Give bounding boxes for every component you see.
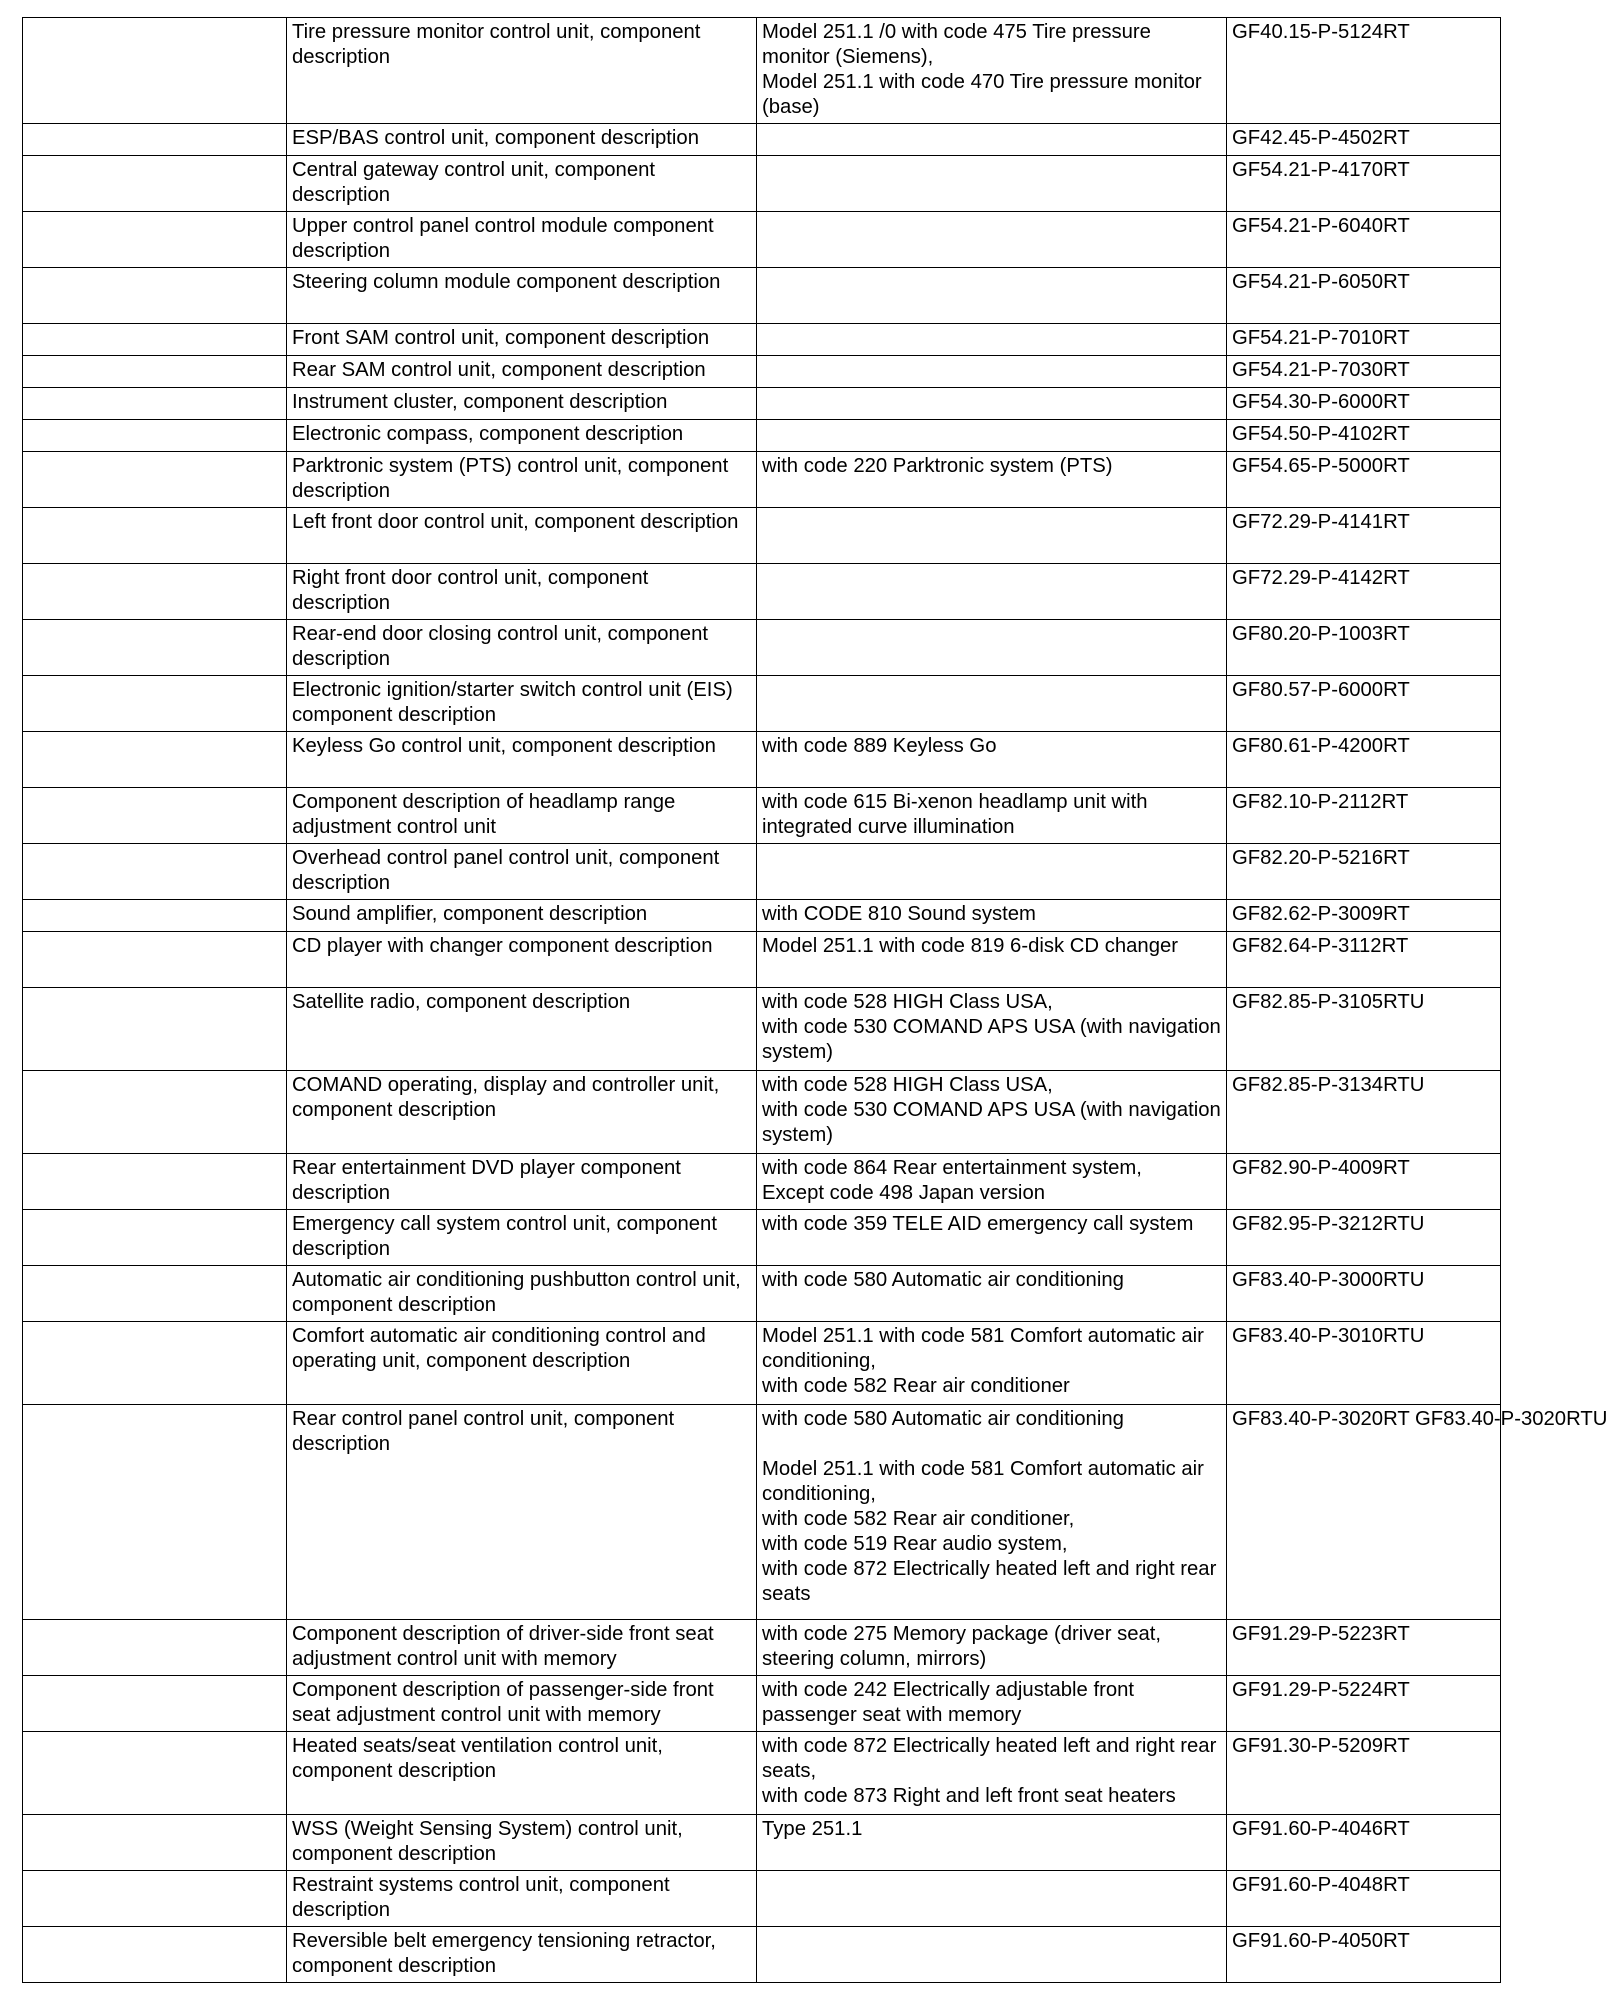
- table-row: [23, 1071, 1501, 1154]
- table-row: [23, 156, 1501, 212]
- component-cell: Right front door control unit, component description: [287, 564, 757, 620]
- table-row: [23, 900, 1501, 932]
- table-row: [23, 508, 1501, 564]
- condition-cell: with code 580 Automatic air conditioning: [757, 1266, 1227, 1322]
- condition-cell: [757, 1871, 1227, 1927]
- blank-cell: [23, 1154, 287, 1210]
- table-row: [23, 1154, 1501, 1210]
- table-row: [23, 732, 1501, 788]
- table-row: [23, 124, 1501, 156]
- document-number-cell: GF82.20-P-5216RT: [1227, 844, 1501, 900]
- table-row: [23, 620, 1501, 676]
- document-number-cell: GF54.50-P-4102RT: [1227, 420, 1501, 452]
- component-cell: COMAND operating, display and controller unit, component description: [287, 1071, 757, 1154]
- document-number-cell: GF91.30-P-5209RT: [1227, 1732, 1501, 1815]
- table-row: [23, 356, 1501, 388]
- condition-cell: with code 528 HIGH Class USA, with code 530 COMAND APS USA (with navigation system): [757, 1071, 1227, 1154]
- condition-cell: [757, 268, 1227, 324]
- blank-cell: [23, 1732, 287, 1815]
- condition-cell: with code 220 Parktronic system (PTS): [757, 452, 1227, 508]
- blank-cell: [23, 932, 287, 988]
- blank-cell: [23, 18, 287, 124]
- blank-cell: [23, 564, 287, 620]
- blank-cell: [23, 1405, 287, 1620]
- blank-cell: [23, 676, 287, 732]
- component-cell: Overhead control panel control unit, component description: [287, 844, 757, 900]
- blank-cell: [23, 620, 287, 676]
- document-number-cell: GF82.85-P-3134RTU: [1227, 1071, 1501, 1154]
- blank-cell: [23, 1815, 287, 1871]
- blank-cell: [23, 1210, 287, 1266]
- condition-cell: with code 275 Memory package (driver seat, steering column, mirrors): [757, 1620, 1227, 1676]
- table-row: [23, 1871, 1501, 1927]
- blank-cell: [23, 844, 287, 900]
- blank-cell: [23, 1266, 287, 1322]
- table-body: [23, 18, 1607, 1983]
- component-cell: Component description of passenger-side front seat adjustment control unit with memory: [287, 1676, 757, 1732]
- condition-cell: Model 251.1 with code 581 Comfort automatic air conditioning, with code 582 Rear air conditioner: [757, 1322, 1227, 1405]
- component-cell: Component description of driver-side front seat adjustment control unit with memory: [287, 1620, 757, 1676]
- blank-cell: [23, 1676, 287, 1732]
- blank-cell: [23, 324, 287, 356]
- document-number-cell: GF82.85-P-3105RTU: [1227, 988, 1501, 1071]
- blank-cell: [23, 124, 287, 156]
- component-cell: Upper control panel control module component description: [287, 212, 757, 268]
- document-number-cell: GF83.40-P-3010RTU: [1227, 1322, 1501, 1405]
- table-row: [23, 932, 1501, 988]
- document-number-cell: GF80.57-P-6000RT: [1227, 676, 1501, 732]
- condition-cell: with code 359 TELE AID emergency call system: [757, 1210, 1227, 1266]
- condition-cell: with code 242 Electrically adjustable front passenger seat with memory: [757, 1676, 1227, 1732]
- condition-cell: with CODE 810 Sound system: [757, 900, 1227, 932]
- blank-cell: [23, 508, 287, 564]
- table-row: [23, 788, 1501, 844]
- condition-cell: [757, 508, 1227, 564]
- table-row: [23, 1927, 1501, 1983]
- table-row: [23, 676, 1501, 732]
- table-row: [23, 844, 1501, 900]
- blank-cell: [23, 420, 287, 452]
- component-cell: Electronic ignition/starter switch control unit (EIS) component description: [287, 676, 757, 732]
- blank-cell: [23, 356, 287, 388]
- blank-cell: [23, 388, 287, 420]
- condition-cell: with code 864 Rear entertainment system, Except code 498 Japan version: [757, 1154, 1227, 1210]
- table-row: [23, 1266, 1501, 1322]
- blank-cell: [23, 1071, 287, 1154]
- component-cell: Component description of headlamp range adjustment control unit: [287, 788, 757, 844]
- blank-cell: [23, 212, 287, 268]
- table-row: [23, 388, 1501, 420]
- table-row: [23, 1732, 1501, 1815]
- table-row: [23, 18, 1501, 124]
- document-page: [22, 17, 1607, 1983]
- table-row: [23, 1405, 1501, 1620]
- document-number-cell: GF91.29-P-5223RT: [1227, 1620, 1501, 1676]
- table-row: [23, 564, 1501, 620]
- document-number-cell: GF83.40-P-3000RTU: [1227, 1266, 1501, 1322]
- document-number-cell: GF54.21-P-7010RT: [1227, 324, 1501, 356]
- table-row: [23, 1210, 1501, 1266]
- document-number-cell: GF80.61-P-4200RT: [1227, 732, 1501, 788]
- condition-cell: with code 615 Bi-xenon headlamp unit with integrated curve illumination: [757, 788, 1227, 844]
- component-cell: CD player with changer component description: [287, 932, 757, 988]
- component-cell: Reversible belt emergency tensioning retractor, component description: [287, 1927, 757, 1983]
- table-row: [23, 988, 1501, 1071]
- document-number-cell: GF54.21-P-7030RT: [1227, 356, 1501, 388]
- blank-cell: [23, 1322, 287, 1405]
- condition-cell: [757, 420, 1227, 452]
- component-cell: Rear control panel control unit, component description: [287, 1405, 757, 1620]
- condition-cell: Type 251.1: [757, 1815, 1227, 1871]
- component-cell: Heated seats/seat ventilation control unit, component description: [287, 1732, 757, 1815]
- blank-cell: [23, 732, 287, 788]
- component-cell: Emergency call system control unit, component description: [287, 1210, 757, 1266]
- document-number-cell: GF91.60-P-4046RT: [1227, 1815, 1501, 1871]
- condition-cell: with code 580 Automatic air conditioning Model 251.1 with code 581 Comfort automatic air conditioning, with code 582 Rear air conditioner, with code 519 Rear audio system, with code 872 Electrically heated left and right rear seats: [757, 1405, 1227, 1620]
- condition-cell: [757, 620, 1227, 676]
- blank-cell: [23, 156, 287, 212]
- document-number-cell: GF82.90-P-4009RT: [1227, 1154, 1501, 1210]
- component-cell: Parktronic system (PTS) control unit, component description: [287, 452, 757, 508]
- table-row: [23, 324, 1501, 356]
- condition-cell: [757, 156, 1227, 212]
- document-number-cell: GF72.29-P-4141RT: [1227, 508, 1501, 564]
- condition-cell: [757, 324, 1227, 356]
- document-number-cell: GF91.60-P-4050RT: [1227, 1927, 1501, 1983]
- condition-cell: [757, 1927, 1227, 1983]
- document-number-cell: GF82.95-P-3212RTU: [1227, 1210, 1501, 1266]
- blank-cell: [23, 788, 287, 844]
- table-row: [23, 212, 1501, 268]
- component-cell: WSS (Weight Sensing System) control unit, component description: [287, 1815, 757, 1871]
- component-cell: Electronic compass, component description: [287, 420, 757, 452]
- component-cell: Front SAM control unit, component description: [287, 324, 757, 356]
- condition-cell: [757, 356, 1227, 388]
- component-cell: Comfort automatic air conditioning control and operating unit, component description: [287, 1322, 757, 1405]
- component-cell: Instrument cluster, component description: [287, 388, 757, 420]
- condition-cell: [757, 844, 1227, 900]
- component-cell: Keyless Go control unit, component description: [287, 732, 757, 788]
- condition-cell: Model 251.1 /0 with code 475 Tire pressure monitor (Siemens), Model 251.1 with code 470 Tire pressure monitor (base): [757, 18, 1227, 124]
- document-number-cell: GF54.65-P-5000RT: [1227, 452, 1501, 508]
- component-cell: Restraint systems control unit, component description: [287, 1871, 757, 1927]
- document-number-cell: GF54.21-P-6050RT: [1227, 268, 1501, 324]
- table-row: [23, 420, 1501, 452]
- condition-cell: [757, 212, 1227, 268]
- component-cell: Sound amplifier, component description: [287, 900, 757, 932]
- blank-cell: [23, 1620, 287, 1676]
- component-cell: Automatic air conditioning pushbutton control unit, component description: [287, 1266, 757, 1322]
- condition-cell: [757, 564, 1227, 620]
- document-number-cell: GF42.45-P-4502RT: [1227, 124, 1501, 156]
- document-number-cell: GF80.20-P-1003RT: [1227, 620, 1501, 676]
- component-cell: Central gateway control unit, component description: [287, 156, 757, 212]
- document-number-cell: GF72.29-P-4142RT: [1227, 564, 1501, 620]
- document-number-cell: GF83.40-P-3020RT GF83.40-P-3020RTU: [1227, 1405, 1501, 1620]
- document-number-cell: GF91.29-P-5224RT: [1227, 1676, 1501, 1732]
- table-row: [23, 1676, 1501, 1732]
- document-number-cell: GF54.21-P-6040RT: [1227, 212, 1501, 268]
- document-number-cell: GF91.60-P-4048RT: [1227, 1871, 1501, 1927]
- condition-cell: with code 872 Electrically heated left and right rear seats, with code 873 Right and left front seat heaters: [757, 1732, 1227, 1815]
- table-row: [23, 268, 1501, 324]
- component-description-table: [22, 17, 1607, 1983]
- document-number-cell: GF54.30-P-6000RT: [1227, 388, 1501, 420]
- document-number-cell: GF82.10-P-2112RT: [1227, 788, 1501, 844]
- component-cell: ESP/BAS control unit, component description: [287, 124, 757, 156]
- component-cell: Rear entertainment DVD player component description: [287, 1154, 757, 1210]
- table-row: [23, 1815, 1501, 1871]
- condition-cell: with code 889 Keyless Go: [757, 732, 1227, 788]
- table-row: [23, 1620, 1501, 1676]
- document-number-cell: GF54.21-P-4170RT: [1227, 156, 1501, 212]
- condition-cell: [757, 124, 1227, 156]
- blank-cell: [23, 988, 287, 1071]
- blank-cell: [23, 1871, 287, 1927]
- condition-cell: Model 251.1 with code 819 6-disk CD changer: [757, 932, 1227, 988]
- table-row: [23, 1322, 1501, 1405]
- component-cell: Rear-end door closing control unit, component description: [287, 620, 757, 676]
- table-row: [23, 452, 1501, 508]
- document-number-cell: GF82.64-P-3112RT: [1227, 932, 1501, 988]
- component-cell: Left front door control unit, component description: [287, 508, 757, 564]
- blank-cell: [23, 452, 287, 508]
- blank-cell: [23, 900, 287, 932]
- blank-cell: [23, 268, 287, 324]
- document-number-cell: GF40.15-P-5124RT: [1227, 18, 1501, 124]
- condition-cell: with code 528 HIGH Class USA, with code 530 COMAND APS USA (with navigation system): [757, 988, 1227, 1071]
- component-cell: Rear SAM control unit, component description: [287, 356, 757, 388]
- condition-cell: [757, 676, 1227, 732]
- component-cell: Tire pressure monitor control unit, component description: [287, 18, 757, 124]
- component-cell: Steering column module component description: [287, 268, 757, 324]
- document-number-cell: GF82.62-P-3009RT: [1227, 900, 1501, 932]
- blank-cell: [23, 1927, 287, 1983]
- condition-cell: [757, 388, 1227, 420]
- component-cell: Satellite radio, component description: [287, 988, 757, 1071]
